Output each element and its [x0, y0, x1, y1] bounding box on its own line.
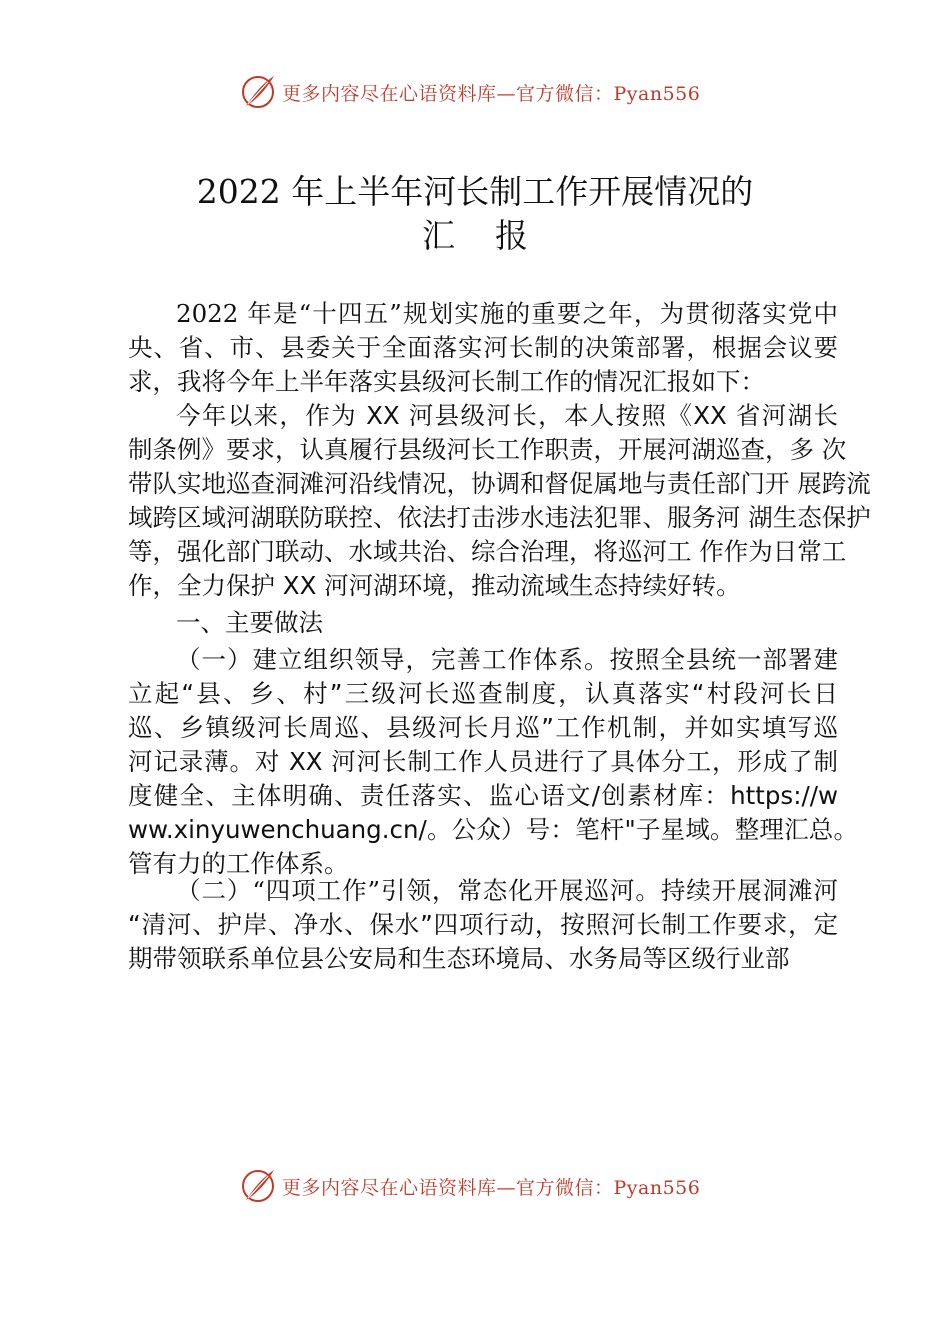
paragraph-line: 巡、乡镇级河长周巡、县级河长月巡”工作机制，并如实填写巡 [128, 713, 838, 742]
paragraph-line: “清河、护岸、净水、保水”四项行动，按照河长制工作要求，定 [128, 910, 838, 939]
watermark-banner-top [238, 70, 700, 114]
paragraph-line: 求，我将今年上半年落实县级河长制工作的情况汇报如下： [128, 367, 765, 396]
paragraph-line: 作，全力保护 XX 河河湖环境，推动流域生态持续好转。 [128, 571, 741, 600]
paragraph-line: 带队实地巡查洞滩河沿线情况，协调和督促属地与责任部门开 展跨流 [128, 469, 871, 498]
watermark-banner-bottom [238, 1164, 700, 1208]
paragraph-line: 域跨区域河湖联防联控、依法打击涉水违法犯罪、服务河 湖生态保护 [128, 503, 871, 532]
paragraph-line: 管有力的工作体系。 [128, 849, 349, 878]
section-heading: 一、主要做法 [176, 608, 323, 637]
paragraph-line: （二）“四项工作”引领，常态化开展巡河。持续开展洞滩河 [176, 876, 838, 905]
feather-pen-logo-icon [238, 1166, 278, 1206]
document-title-line-1: 2022 年上半年河长制工作开展情况的 [196, 172, 754, 211]
paragraph-line: 等，强化部门联动、水域共治、综合治理，将巡河工 作作为日常工 [128, 537, 847, 566]
paragraph-line: 今年以来，作为 XX 河县级河长，本人按照《XX 省河湖长 [176, 401, 838, 430]
paragraph-line: （一）建立组织领导，完善工作体系。按照全县统一部署建 [176, 645, 838, 674]
paragraph-line: 河记录薄。对 XX 河河长制工作人员进行了具体分工，形成了制 [128, 747, 838, 776]
paragraph-line: 央、省、市、县委关于全面落实河长制的决策部署，根据会议要 [128, 333, 838, 362]
paragraph-line: 2022 年是“十四五”规划实施的重要之年，为贯彻落实党中 [176, 299, 838, 328]
feather-pen-logo-icon [238, 72, 278, 112]
watermark-text: 更多内容尽在心语资料库—官方微信：Pyan556 [282, 82, 701, 105]
document-title-line-2: 汇报 [422, 216, 568, 255]
paragraph-line: 度健全、主体明确、责任落实、监心语文/创素材库：https://w [128, 781, 838, 810]
paragraph-line: 期带领联系单位县公安局和生态环境局、水务局等区级行业部 [128, 944, 790, 973]
paragraph-line: ww.xinyuwenchuang.cn/。公众）号：笔杆"子星域。整理汇总。 [128, 815, 858, 844]
paragraph-line: 立起“县、乡、村”三级河长巡查制度，认真落实“村段河长日 [128, 679, 838, 708]
watermark-text: 更多内容尽在心语资料库—官方微信：Pyan556 [282, 1176, 701, 1199]
paragraph-line: 制条例》要求，认真履行县级河长工作职责，开展河湖巡查，多 次 [128, 435, 847, 464]
